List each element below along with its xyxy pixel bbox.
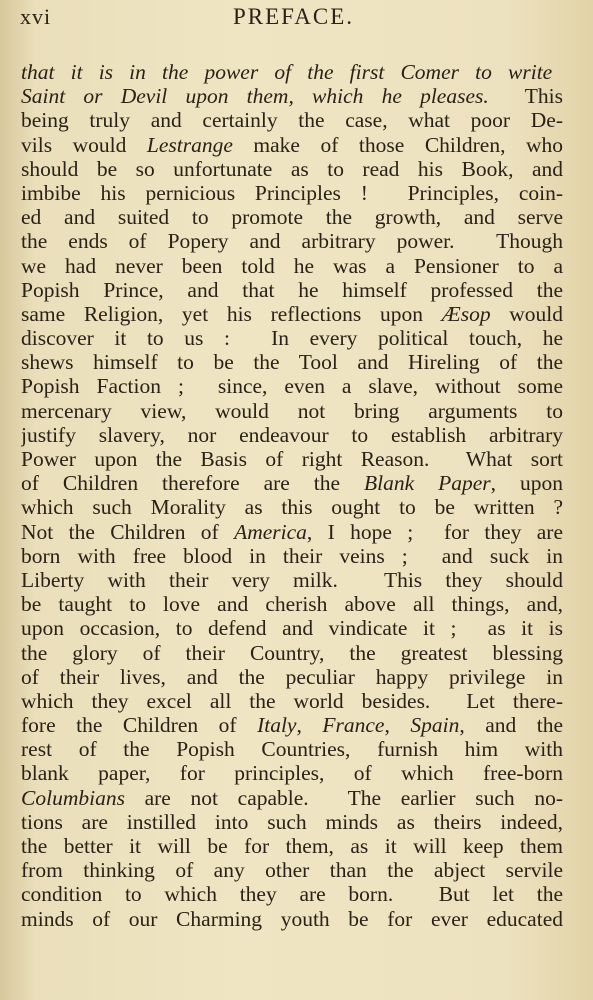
text-run: the ends of Popery and arbitrary power. Though <box>21 229 563 254</box>
text-run: Power upon the Basis of right Reason. What sort <box>21 447 563 471</box>
text-run: upon occasion, to defend and vindicate it ; as it is <box>21 616 563 641</box>
text-run: minds of our Charming youth be for ever educated <box>21 906 563 931</box>
text-run: Liberty with their very milk. This they should <box>21 567 563 592</box>
text-line <box>21 133 563 157</box>
text-line <box>21 157 563 181</box>
text-run: the better it will be for them, as it will keep them <box>21 834 563 858</box>
text-line <box>21 520 563 544</box>
text-run: Popish Prince, and that he himself professed the <box>21 277 563 302</box>
text-line <box>21 641 563 665</box>
text-line <box>21 302 563 326</box>
text-run: which they excel all the world besides. Let there- <box>21 688 563 713</box>
text-run: , <box>296 713 323 738</box>
text-run: make of those Children, who <box>232 132 563 157</box>
text-run: rest of the Popish Countries, furnish him with <box>21 737 563 762</box>
text-line <box>21 737 563 761</box>
text-line <box>21 254 563 278</box>
text-run: from thinking of any other than the abject servile <box>21 858 563 883</box>
text-line <box>21 326 563 350</box>
text-run: the glory of their Country, the greatest blessing <box>21 640 563 665</box>
text-line <box>21 882 563 906</box>
text-line <box>21 495 563 519</box>
italic-text: that it is in the power of the first Comer to write <box>21 60 553 84</box>
text-run: Popish Faction ; since, even a slave, without some <box>21 374 563 399</box>
text-run: shews himself to be the Tool and Hireling of the <box>21 350 563 375</box>
text-run: , I hope ; for they are <box>306 519 563 544</box>
text-line <box>21 761 563 785</box>
italic-text: Italy <box>257 713 297 738</box>
text-line <box>21 60 563 84</box>
text-line <box>21 616 563 640</box>
text-line <box>21 568 563 592</box>
text-line <box>21 181 563 205</box>
text-run: we had never been told he was a Pensioner to a <box>21 253 563 278</box>
italic-text: America <box>234 519 307 544</box>
text-line <box>21 858 563 882</box>
text-run: are not capable. The earlier such no- <box>124 785 563 810</box>
text-run: being truly and certainly the case, what poor De- <box>21 108 563 133</box>
text-run: , upon <box>490 471 563 496</box>
text-run: Not the Children of <box>21 519 235 544</box>
text-run: tions are instilled into such minds as theirs indeed, <box>21 809 563 834</box>
text-run: fore the Children of <box>21 713 258 738</box>
text-run: discover it to us : In every political touch, he <box>21 326 563 351</box>
text-line <box>21 786 563 810</box>
page-number: xvi <box>20 4 52 29</box>
italic-text: Spain <box>410 713 460 738</box>
body-text <box>21 60 563 931</box>
italic-text: Columbians <box>21 785 125 810</box>
text-line <box>21 84 563 108</box>
text-run: This <box>488 84 563 109</box>
text-run: ed and suited to promote the growth, and serve <box>21 205 563 230</box>
text-run: of their lives, and the peculiar happy privilege in <box>21 664 563 689</box>
text-line <box>21 689 563 713</box>
text-line <box>21 471 563 495</box>
text-line <box>21 713 563 737</box>
text-line <box>21 278 563 302</box>
text-line <box>21 423 563 447</box>
text-line <box>21 834 563 858</box>
running-title: PREFACE. <box>232 4 355 29</box>
text-run: which such Morality as this ought to be written ? <box>21 495 563 520</box>
text-run: be taught to love and cherish above all things, and, <box>21 592 563 617</box>
italic-text: Saint or Devil upon them, which he pleases. <box>21 84 489 109</box>
text-line <box>21 447 563 471</box>
text-line <box>21 907 563 931</box>
text-line <box>21 108 563 132</box>
italic-text: France <box>322 713 385 738</box>
text-line <box>21 544 563 568</box>
text-run: mercenary view, would not bring arguments to <box>21 398 563 423</box>
italic-text: Blank Paper <box>364 471 491 496</box>
text-run: blank paper, for principles, of which free-born <box>21 761 563 786</box>
text-run: imbibe his pernicious Principles ! Principles, coin- <box>21 180 563 205</box>
text-run: , and the <box>459 713 563 738</box>
text-line <box>21 374 563 398</box>
text-run: condition to which they are born. But let the <box>21 882 563 907</box>
text-line <box>21 350 563 374</box>
text-line <box>21 592 563 616</box>
text-line <box>21 399 563 423</box>
text-line <box>21 665 563 689</box>
text-line <box>21 229 563 253</box>
text-run: of Children therefore are the <box>21 471 365 496</box>
text-run: should be so unfortunate as to read his Book, and <box>21 156 563 181</box>
text-run: same Religion, yet his reflections upon <box>21 301 442 326</box>
text-line <box>21 810 563 834</box>
text-run: justify slavery, nor endeavour to establish arbitrary <box>21 422 563 447</box>
text-run: , <box>384 713 411 738</box>
page-header <box>20 4 567 36</box>
italic-text: Lestrange <box>146 132 233 157</box>
text-run: born with free blood in their veins ; and suck in <box>21 543 563 568</box>
italic-text: Æsop <box>441 301 491 326</box>
text-run: would <box>490 301 563 326</box>
text-line <box>21 205 563 229</box>
text-run: vils would <box>21 132 147 157</box>
